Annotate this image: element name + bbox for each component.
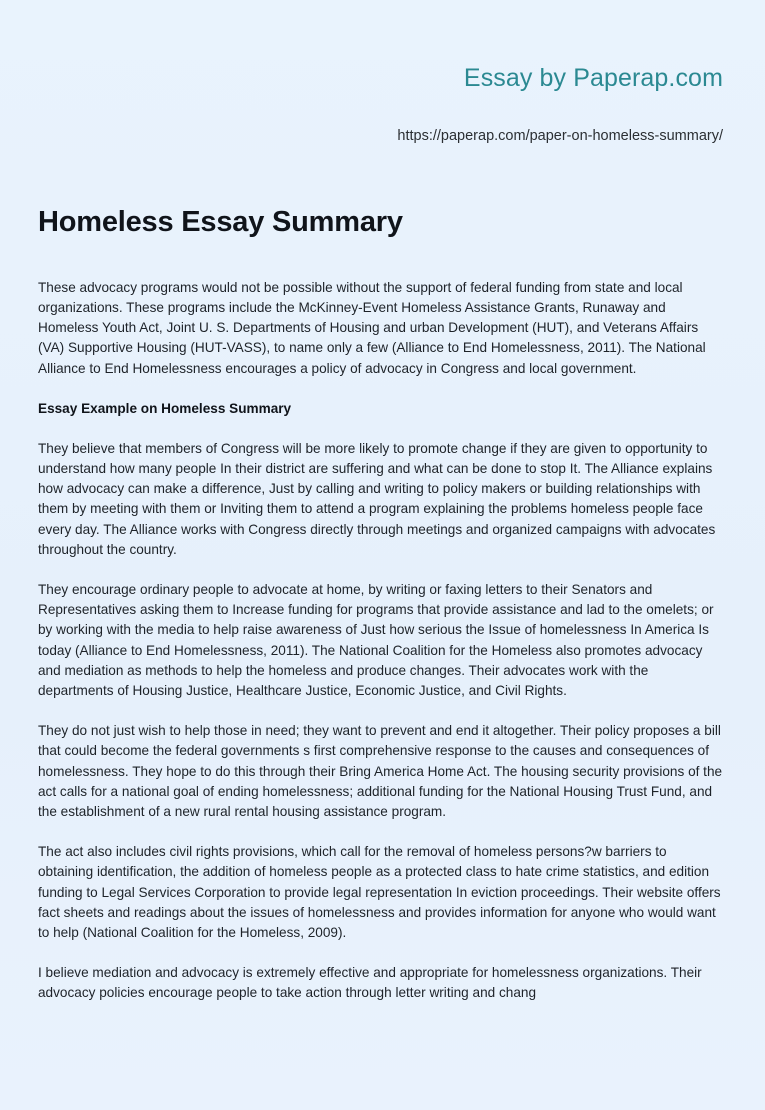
site-brand-title: Essay by Paperap.com — [463, 64, 723, 92]
paragraph-5: The act also includes civil rights provisions, which call for the removal of homeless persons?w barriers to obtaining identification, the addition of homeless people as a protected class to hate crime statistics, and edition funding to Legal Services Corporation to provide legal representation In eviction proceedings. Their website offers fact sheets and readings about the issues of homelessness and provides information for anyone who would want to help (National Coalition for the Homeless, 2009). — [38, 844, 721, 941]
article-content — [38, 205, 725, 1004]
paragraph-4: They do not just wish to help those in need; they want to prevent and end it altogether. Their policy proposes a bill that could become the federal governments s first comprehensive response to the causes and consequences of homelessness. They hope to do this through their Bring America Home Act. The housing security provisions of the act calls for a national goal of ending homelessness; additional funding for the National Housing Trust Fund, and the establishment of a new rural rental housing assistance program. — [38, 723, 723, 820]
page-title: Homeless Essay Summary — [38, 206, 403, 238]
paragraph-3: They encourage ordinary people to advocate at home, by writing or faxing letters to their Senators and Representatives asking them to Increase funding for programs that provide assistance and lad to the omelets; or by working with the media to help raise awareness of Just how serious the Issue of homelessness In America Is today (Alliance to End Homelessness, 2011). The National Coalition for the Homeless also promotes advocacy and mediation as methods to help the homeless and produce changes. Their advocates work with the departments of Housing Justice, Healthcare Justice, Economic Justice, and Civil Rights. — [38, 582, 714, 699]
source-url: https://paperap.com/paper-on-homeless-summary/ — [397, 128, 723, 144]
paragraph-1: These advocacy programs would not be possible without the support of federal funding from state and local organizations. These programs include the McKinney-Event Homeless Assistance Grants, Runaway and Homeless Youth Act, Joint U. S. Departments of Housing and urban Development (HUT), and Veterans Affairs (VA) Supportive Housing (HUT-VASS), to name only a few (Alliance to End Homelessness, 2011). The National Alliance to End Homelessness encourages a policy of advocacy in Congress and local government. — [38, 279, 706, 376]
section-heading: Essay Example on Homeless Summary — [38, 400, 292, 416]
paragraph-6: I believe mediation and advocacy is extremely effective and appropriate for homelessness organizations. Their advocacy policies encourage people to take action through letter writing and chang — [38, 965, 702, 1001]
paragraph-2: They believe that members of Congress will be more likely to promote change if they are given to opportunity to understand how many people In their district are suffering and what can be done to stop It. The Alliance explains how advocacy can make a difference, Just by calling and writing to policy makers or building relationships with them by meeting with them or Inviting them to attend a program explaining the problems homeless people face every day. The Alliance works with Congress directly through meetings and organized campaigns with advocates throughout the country. — [38, 440, 716, 557]
